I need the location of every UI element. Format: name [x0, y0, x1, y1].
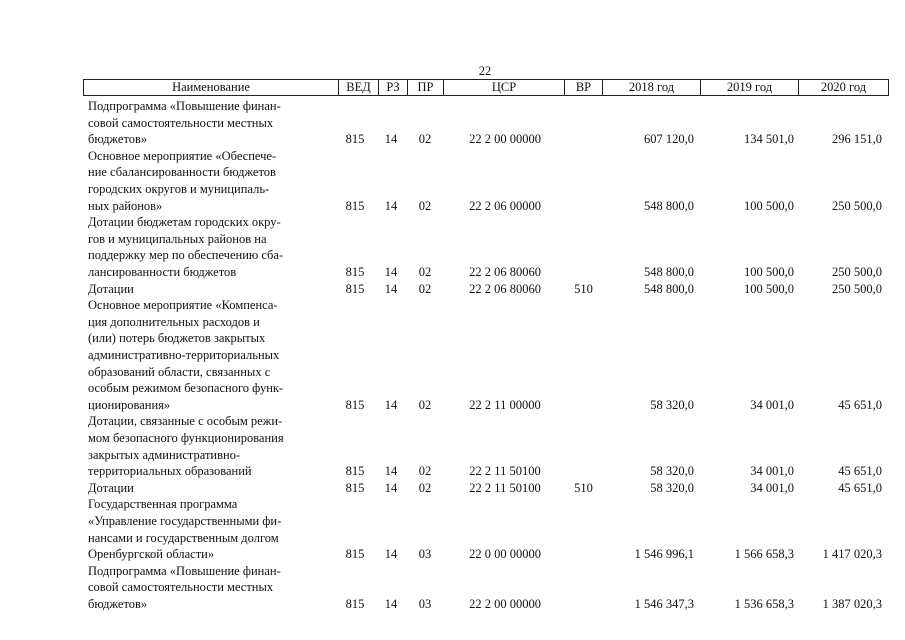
table-row [0, 413, 905, 479]
cell-y2020: 250 500,0 [832, 198, 882, 213]
cell-pr: 02 [418, 198, 432, 213]
row-name-line: Основное мероприятие «Компенса- [88, 298, 278, 313]
table-row [0, 214, 905, 280]
table-row [0, 496, 905, 562]
cell-y2020: 250 500,0 [832, 264, 882, 279]
cell-csr: 22 2 06 00000 [469, 198, 541, 213]
header-2018: 2018 год [602, 80, 700, 95]
cell-rz: 14 [384, 464, 398, 479]
row-name-line: нансами и государственным долгом [88, 530, 279, 545]
header-csr: ЦСР [443, 80, 564, 95]
row-name-line: территориальных образований [88, 464, 252, 479]
cell-ved: 815 [345, 281, 365, 296]
cell-ved: 815 [345, 464, 365, 479]
row-name-line: Подпрограмма «Повышение финан- [88, 563, 281, 578]
cell-rz: 14 [384, 597, 398, 611]
cell-rz: 14 [384, 480, 398, 495]
row-name-line: особым режимом безопасного функ- [88, 381, 284, 396]
row-name-line: ция дополнительных расходов и [88, 314, 260, 329]
cell-y2020: 296 151,0 [832, 132, 882, 147]
cell-ved: 815 [345, 132, 365, 147]
row-name-line: гов и муниципальных районов на [88, 231, 267, 246]
cell-y2018: 1 546 347,3 [634, 597, 694, 611]
row-name-line: Дотации, связанные с особым режи- [88, 414, 283, 429]
row-name [88, 98, 338, 148]
row-name-line: Оренбургской области» [88, 547, 215, 562]
cell-y2018: 607 120,0 [644, 132, 694, 147]
cell-pr: 02 [418, 464, 432, 479]
cell-pr: 02 [418, 397, 432, 412]
cell-y2018: 548 800,0 [644, 281, 694, 296]
cell-rz: 14 [384, 198, 398, 213]
cell-y2019: 1 536 658,3 [734, 597, 794, 611]
row-name [88, 297, 338, 413]
cell-y2019: 100 500,0 [744, 264, 794, 279]
row-name-line: ционирования» [88, 397, 171, 412]
cell-y2018: 548 800,0 [644, 198, 694, 213]
cell-csr: 22 2 11 50100 [469, 464, 541, 479]
table-row [0, 98, 905, 148]
cell-y2019: 134 501,0 [744, 132, 794, 147]
cell-csr: 22 2 11 50100 [469, 480, 541, 495]
cell-rz: 14 [384, 547, 398, 562]
cell-pr: 02 [418, 132, 432, 147]
header-rz: РЗ [378, 80, 407, 95]
row-name [88, 480, 338, 497]
row-name-line: бюджетов» [88, 132, 148, 147]
cell-pr: 02 [418, 480, 432, 495]
cell-y2018: 548 800,0 [644, 264, 694, 279]
row-name-line: бюджетов» [88, 596, 148, 611]
cell-vr: 510 [574, 480, 593, 495]
row-name-line: совой самостоятельности местных [88, 580, 274, 595]
cell-y2020: 45 651,0 [838, 480, 882, 495]
row-name-line: административно-территориальных [88, 347, 280, 362]
cell-rz: 14 [384, 264, 398, 279]
table-row [0, 480, 905, 497]
cell-csr: 22 2 06 80060 [469, 264, 541, 279]
row-name-line: Дотации [88, 281, 134, 296]
cell-csr: 22 2 11 00000 [469, 397, 541, 412]
row-name-line: Дотации [88, 480, 134, 495]
cell-pr: 02 [418, 281, 432, 296]
row-name-line: поддержку мер по обеспечению сба- [88, 248, 284, 263]
row-name [88, 214, 338, 280]
cell-y2019: 34 001,0 [750, 397, 794, 412]
cell-ved: 815 [345, 397, 365, 412]
table-row [0, 563, 905, 613]
row-name-line: Основное мероприятие «Обеспече- [88, 148, 277, 163]
row-name [88, 496, 338, 562]
row-name-line: ных районов» [88, 198, 163, 213]
cell-y2020: 250 500,0 [832, 281, 882, 296]
cell-csr: 22 0 00 00000 [469, 547, 541, 562]
row-name-line: Государственная программа [88, 497, 238, 512]
row-name-line: мом безопасного функционирования [88, 430, 284, 445]
header-pr: ПР [407, 80, 443, 95]
row-name-line: Дотации бюджетам городских окру- [88, 215, 281, 230]
cell-rz: 14 [384, 132, 398, 147]
row-name [88, 563, 338, 613]
cell-y2018: 58 320,0 [650, 464, 694, 479]
cell-y2019: 100 500,0 [744, 281, 794, 296]
cell-ved: 815 [345, 480, 365, 495]
cell-y2018: 58 320,0 [650, 397, 694, 412]
row-name [88, 281, 338, 298]
header-2019: 2019 год [700, 80, 798, 95]
cell-y2019: 1 566 658,3 [734, 547, 794, 562]
cell-y2020: 45 651,0 [838, 397, 882, 412]
row-name-line: закрытых административно- [88, 447, 241, 462]
header-2020: 2020 год [798, 80, 888, 95]
row-name [88, 413, 338, 479]
cell-y2018: 58 320,0 [650, 480, 694, 495]
cell-ved: 815 [345, 547, 365, 562]
header-name: Наименование [172, 80, 250, 94]
cell-y2020: 1 417 020,3 [822, 547, 882, 562]
cell-y2018: 1 546 996,1 [634, 547, 694, 562]
table-header [83, 79, 889, 96]
row-name-line: совой самостоятельности местных [88, 115, 274, 130]
header-vr: ВР [564, 80, 602, 95]
row-name-line: образований области, связанных с [88, 364, 271, 379]
cell-rz: 14 [384, 397, 398, 412]
row-name-line: ние сбалансированности бюджетов [88, 165, 276, 180]
row-name-line: (или) потерь бюджетов закрытых [88, 331, 266, 346]
cell-ved: 815 [345, 264, 365, 279]
cell-y2019: 34 001,0 [750, 480, 794, 495]
table-row [0, 148, 905, 214]
row-name-line: Подпрограмма «Повышение финан- [88, 99, 281, 113]
row-name-line: лансированности бюджетов [88, 264, 237, 279]
cell-vr: 510 [574, 281, 593, 296]
cell-pr: 02 [418, 264, 432, 279]
table-row [0, 281, 905, 298]
cell-csr: 22 2 00 00000 [469, 132, 541, 147]
page-number: 22 [478, 64, 492, 78]
table-row [0, 297, 905, 413]
cell-y2019: 34 001,0 [750, 464, 794, 479]
cell-y2020: 45 651,0 [838, 464, 882, 479]
header-ved: ВЕД [338, 80, 378, 95]
cell-rz: 14 [384, 281, 398, 296]
cell-ved: 815 [345, 597, 365, 611]
cell-csr: 22 2 00 00000 [469, 597, 541, 611]
cell-ved: 815 [345, 198, 365, 213]
cell-pr: 03 [418, 597, 432, 611]
cell-pr: 03 [418, 547, 432, 562]
row-name-line: «Управление государственными фи- [88, 513, 282, 528]
cell-y2020: 1 387 020,3 [822, 597, 882, 611]
cell-csr: 22 2 06 80060 [469, 281, 541, 296]
cell-y2019: 100 500,0 [744, 198, 794, 213]
row-name [88, 148, 338, 214]
row-name-line: городских округов и муниципаль- [88, 181, 270, 196]
